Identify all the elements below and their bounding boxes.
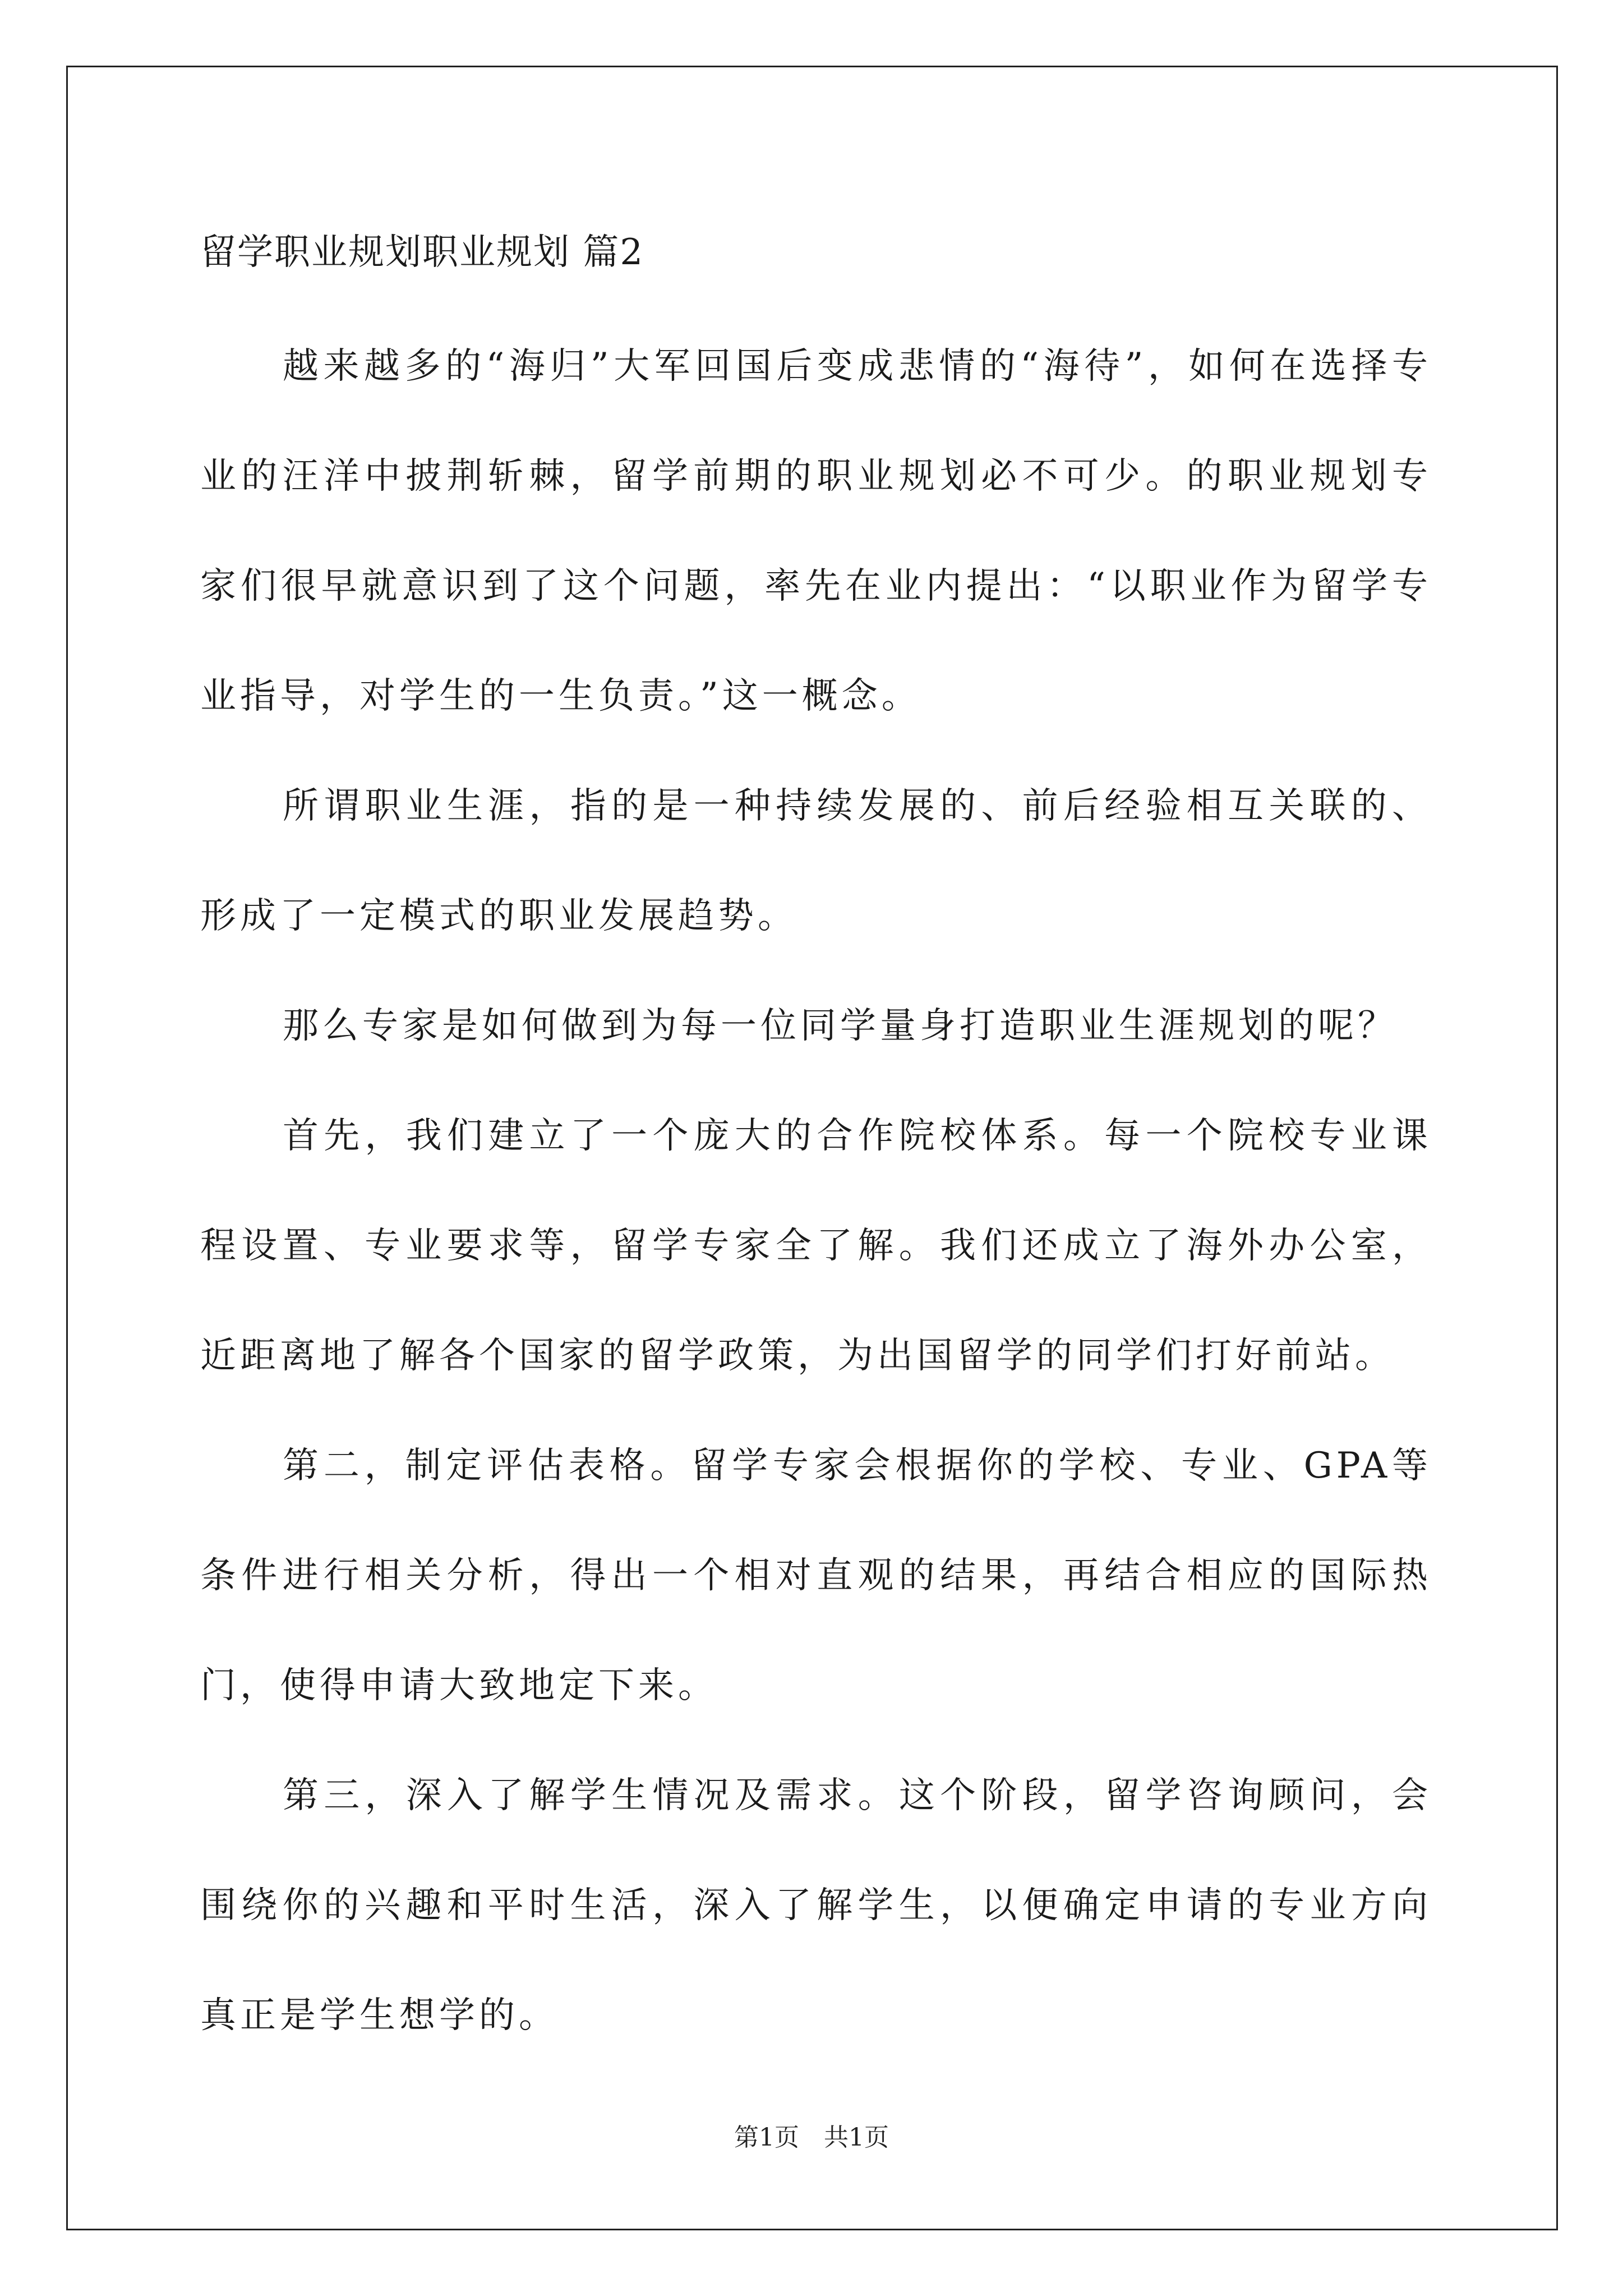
paragraph-second-step: 第二，制定评估表格。留学专家会根据你的学校、专业、GPA等条件进行相关分析，得出一个相对直观的结果，再结合相应的国际热门，使得申请大致地定下来。 bbox=[200, 1445, 1432, 1706]
paragraph-intro: 越来越多的“海归”大军回国后变成悲情的“海待”，如何在选择专业的汪洋中披荆斩棘，留学前期的职业规划必不可少。的职业规划专家们很早就意识到了这个问题，率先在业内提出：“以职业作为留学专业指导，对学生的一生负责。”这一概念。 bbox=[200, 346, 1432, 717]
document-body bbox=[200, 219, 1432, 2070]
paragraph-third-step: 第三，深入了解学生情况及需求。这个阶段，留学咨询顾问，会围绕你的兴趣和平时生活，深入了解学生，以便确定申请的专业方向真正是学生想学的。 bbox=[200, 1775, 1432, 2036]
paragraph-question: 那么专家是如何做到为每一位同学量身打造职业生涯规划的呢？ bbox=[283, 1005, 1398, 1047]
paragraph-definition: 所谓职业生涯，指的是一种持续发展的、前后经验相互关联的、形成了一定模式的职业发展趋势。 bbox=[200, 785, 1432, 937]
page-footer: 第1页 共1页 bbox=[734, 2123, 889, 2152]
document-title: 留学职业规划职业规划 篇2 bbox=[200, 232, 644, 273]
paragraph-first-step: 首先，我们建立了一个庞大的合作院校体系。每一个院校专业课程设置、专业要求等，留学专家全了解。我们还成立了海外办公室，近距离地了解各个国家的留学政策，为出国留学的同学们打好前站。 bbox=[200, 1115, 1432, 1377]
